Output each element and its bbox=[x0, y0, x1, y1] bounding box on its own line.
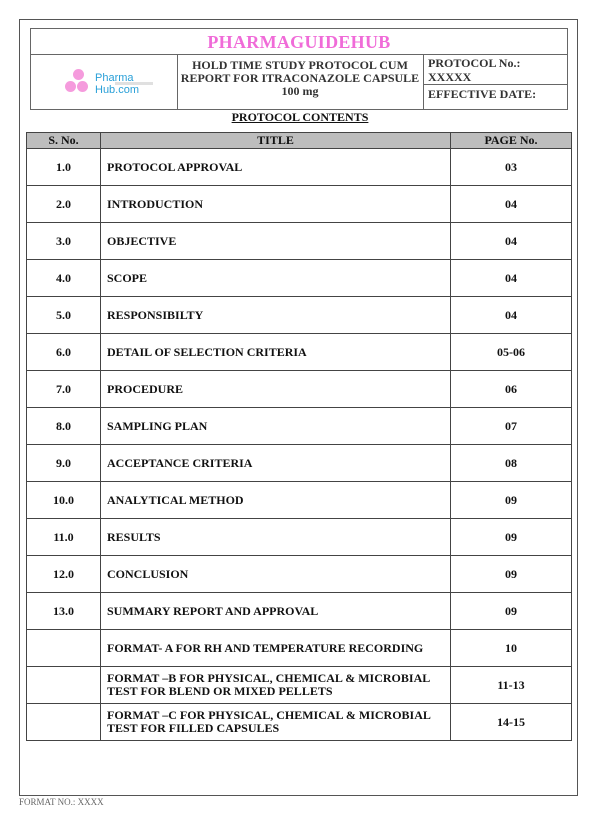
cell-sno: 6.0 bbox=[27, 334, 101, 371]
header-title: TITLE bbox=[101, 133, 451, 149]
cell-page: 14-15 bbox=[451, 704, 572, 741]
header-sno: S. No. bbox=[27, 133, 101, 149]
contents-heading: PROTOCOL CONTENTS bbox=[231, 110, 369, 124]
cell-title: RESPONSIBILTY bbox=[101, 297, 451, 334]
cell-sno: 1.0 bbox=[27, 149, 101, 186]
cell-title: SUMMARY REPORT AND APPROVAL bbox=[101, 593, 451, 630]
table-row bbox=[27, 667, 572, 704]
table-row bbox=[27, 297, 572, 334]
pharmahub-logo bbox=[65, 69, 165, 99]
contents-table bbox=[26, 132, 572, 741]
table-row bbox=[27, 149, 572, 186]
cell-sno bbox=[27, 630, 101, 667]
cell-title: ANALYTICAL METHOD bbox=[101, 482, 451, 519]
cell-title: CONCLUSION bbox=[101, 556, 451, 593]
logo-dots-icon bbox=[65, 69, 93, 97]
cell-sno bbox=[27, 704, 101, 741]
cell-title: FORMAT- A FOR RH AND TEMPERATURE RECORDING bbox=[101, 630, 451, 667]
cell-page: 08 bbox=[451, 445, 572, 482]
logo-text-line1: Pharma bbox=[95, 72, 134, 84]
table-row bbox=[27, 445, 572, 482]
table-row bbox=[27, 260, 572, 297]
cell-page: 04 bbox=[451, 297, 572, 334]
logo-cell bbox=[31, 54, 178, 109]
cell-title: OBJECTIVE bbox=[101, 223, 451, 260]
cell-page: 09 bbox=[451, 556, 572, 593]
cell-page: 11-13 bbox=[451, 667, 572, 704]
cell-title: PROCEDURE bbox=[101, 371, 451, 408]
cell-page: 04 bbox=[451, 186, 572, 223]
cell-title: DETAIL OF SELECTION CRITERIA bbox=[101, 334, 451, 371]
table-row bbox=[27, 482, 572, 519]
table-row bbox=[27, 408, 572, 445]
table-row bbox=[27, 556, 572, 593]
document-header bbox=[30, 28, 568, 110]
cell-title: INTRODUCTION bbox=[101, 186, 451, 223]
cell-sno: 4.0 bbox=[27, 260, 101, 297]
protocol-label: PROTOCOL No.: bbox=[428, 56, 521, 70]
cell-sno: 2.0 bbox=[27, 186, 101, 223]
table-row bbox=[27, 593, 572, 630]
protocol-cell bbox=[424, 54, 567, 109]
brand-title: PHARMAGUIDEHUB bbox=[31, 29, 567, 55]
logo-text-line2: Hub.com bbox=[95, 84, 140, 96]
cell-title: ACCEPTANCE CRITERIA bbox=[101, 445, 451, 482]
cell-title: SAMPLING PLAN bbox=[101, 408, 451, 445]
cell-page: 07 bbox=[451, 408, 572, 445]
cell-page: 09 bbox=[451, 519, 572, 556]
table-row bbox=[27, 334, 572, 371]
divider bbox=[424, 84, 567, 85]
cell-title: SCOPE bbox=[101, 260, 451, 297]
cell-sno: 12.0 bbox=[27, 556, 101, 593]
cell-title: FORMAT –B FOR PHYSICAL, CHEMICAL & MICROBIAL TEST FOR BLEND OR MIXED PELLETS bbox=[101, 667, 451, 704]
cell-sno: 8.0 bbox=[27, 408, 101, 445]
cell-page: 03 bbox=[451, 149, 572, 186]
cell-sno: 11.0 bbox=[27, 519, 101, 556]
cell-sno bbox=[27, 667, 101, 704]
protocol-value: XXXXX bbox=[428, 70, 472, 84]
cell-sno: 9.0 bbox=[27, 445, 101, 482]
cell-sno: 10.0 bbox=[27, 482, 101, 519]
table-row bbox=[27, 223, 572, 260]
table-row bbox=[27, 371, 572, 408]
cell-sno: 13.0 bbox=[27, 593, 101, 630]
cell-page: 04 bbox=[451, 260, 572, 297]
cell-page: 05-06 bbox=[451, 334, 572, 371]
footer-format-no: FORMAT NO.: XXXX bbox=[19, 797, 104, 807]
header-page: PAGE No. bbox=[451, 133, 572, 149]
cell-page: 04 bbox=[451, 223, 572, 260]
cell-title: RESULTS bbox=[101, 519, 451, 556]
cell-page: 09 bbox=[451, 593, 572, 630]
table-row bbox=[27, 186, 572, 223]
table-header-row bbox=[27, 133, 572, 149]
cell-title: FORMAT –C FOR PHYSICAL, CHEMICAL & MICROBIAL TEST FOR FILLED CAPSULES bbox=[101, 704, 451, 741]
cell-page: 09 bbox=[451, 482, 572, 519]
cell-page: 06 bbox=[451, 371, 572, 408]
cell-title: PROTOCOL APPROVAL bbox=[101, 149, 451, 186]
effective-date-label: EFFECTIVE DATE: bbox=[428, 87, 537, 101]
cell-sno: 3.0 bbox=[27, 223, 101, 260]
table-row bbox=[27, 630, 572, 667]
table-row bbox=[27, 519, 572, 556]
table-row bbox=[27, 704, 572, 741]
document-title: HOLD TIME STUDY PROTOCOL CUM REPORT FOR ITRACONAZOLE CAPSULE 100 mg bbox=[177, 54, 424, 109]
cell-sno: 7.0 bbox=[27, 371, 101, 408]
cell-page: 10 bbox=[451, 630, 572, 667]
cell-sno: 5.0 bbox=[27, 297, 101, 334]
